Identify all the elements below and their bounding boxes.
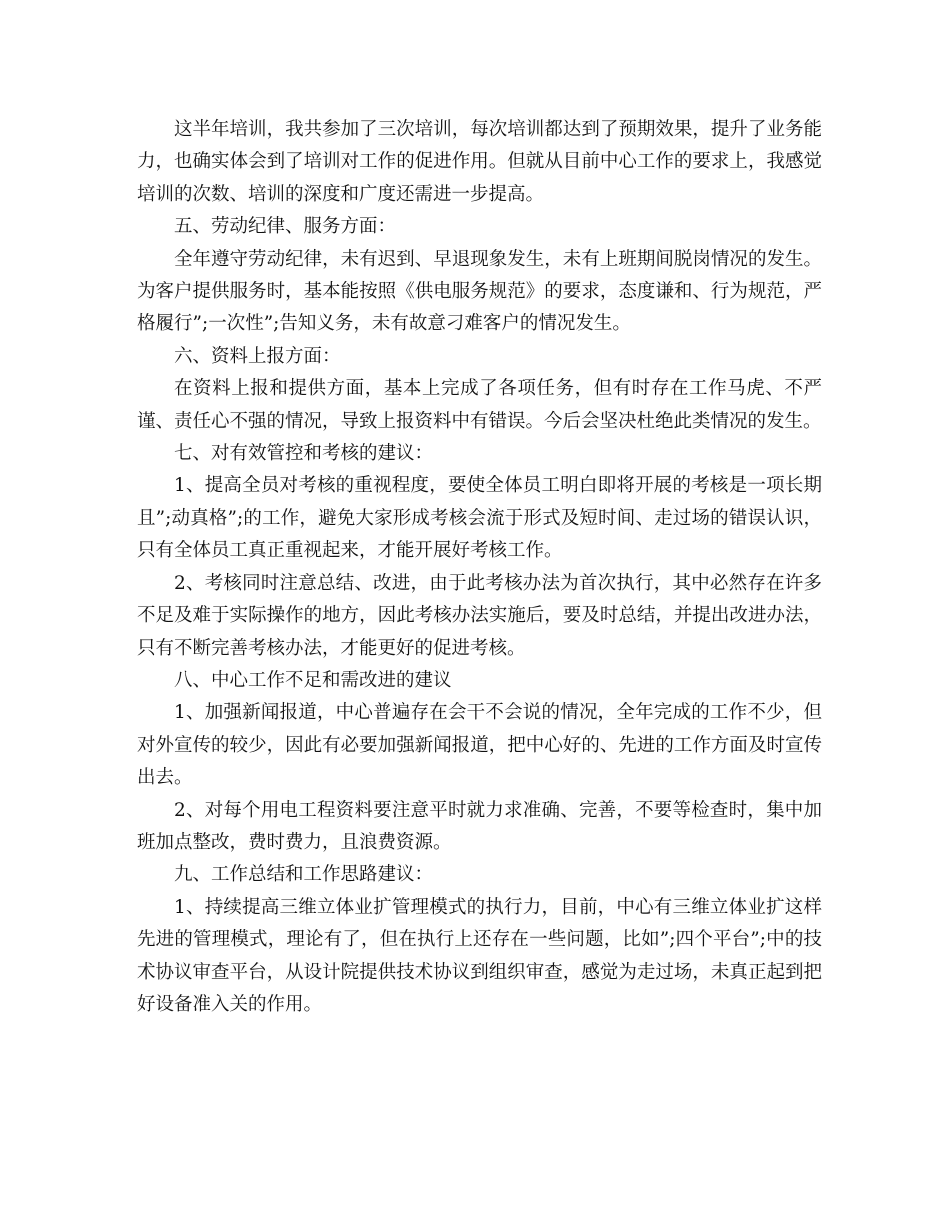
paragraph-work-summary-1: 1、持续提高三维立体业扩管理模式的执行力，目前，中心有三维立体业扩这样先进的管理模式，理论有了，但在执行上还存在一些问题，比如”;四个平台”;中的技术协议审查平台，从设计院提供技术协议到组织审查，感觉为走过场，未真正起到把好设备准入关的作用。 xyxy=(137,896,822,1015)
paragraph-assessment-suggestion-2: 2、考核同时注意总结、改进，由于此考核办法为首次执行，其中必然存在许多不足及难于实际操作的地方，因此考核办法实施后，要及时总结，并提出改进办法，只有不断完善考核办法，才能更好的促进考核。 xyxy=(137,572,822,659)
paragraph-data-reporting: 在资料上报和提供方面，基本上完成了各项任务，但有时存在工作马虎、不严谨、责任心不强的情况，导致上报资料中有错误。今后会坚决杜绝此类情况的发生。 xyxy=(137,378,822,432)
paragraph-improvement-2: 2、对每个用电工程资料要注意平时就力求准确、完善，不要等检查时，集中加班加点整改，费时费力，且浪费资源。 xyxy=(137,799,822,853)
paragraph-training-summary: 这半年培训，我共参加了三次培训，每次培训都达到了预期效果，提升了业务能力，也确实体会到了培训对工作的促进作用。但就从目前中心工作的要求上，我感觉培训的次数、培训的深度和广度还需进一步提高。 xyxy=(137,119,822,205)
heading-assessment-suggestions: 七、对有效管控和考核的建议： xyxy=(174,443,434,465)
heading-work-summary: 九、工作总结和工作思路建议： xyxy=(174,864,434,886)
paragraph-assessment-suggestion-1: 1、提高全员对考核的重视程度，要使全体员工明白即将开展的考核是一项长期且”;动真格”;的工作，避免大家形成考核会流于形式及短时间、走过场的错误认识，只有全体员工真正重视起来，才能开展好考核工作。 xyxy=(137,475,822,562)
paragraph-labor-discipline: 全年遵守劳动纪律，未有迟到、早退现象发生，未有上班期间脱岗情况的发生。为客户提供服务时，基本能按照《供电服务规范》的要求，态度谦和、行为规范，严格履行”;一次性”;告知义务，未有故意刁难客户的情况发生。 xyxy=(137,248,822,335)
paragraph-improvement-1: 1、加强新闻报道，中心普遍存在会干不会说的情况，全年完成的工作不少，但对外宣传的较少，因此有必要加强新闻报道，把中心好的、先进的工作方面及时宣传出去。 xyxy=(137,702,822,789)
heading-data-reporting: 六、资料上报方面： xyxy=(174,345,341,367)
heading-center-improvements: 八、中心工作不足和需改进的建议 xyxy=(174,669,452,691)
heading-labor-discipline: 五、劳动纪律、服务方面： xyxy=(174,216,397,238)
